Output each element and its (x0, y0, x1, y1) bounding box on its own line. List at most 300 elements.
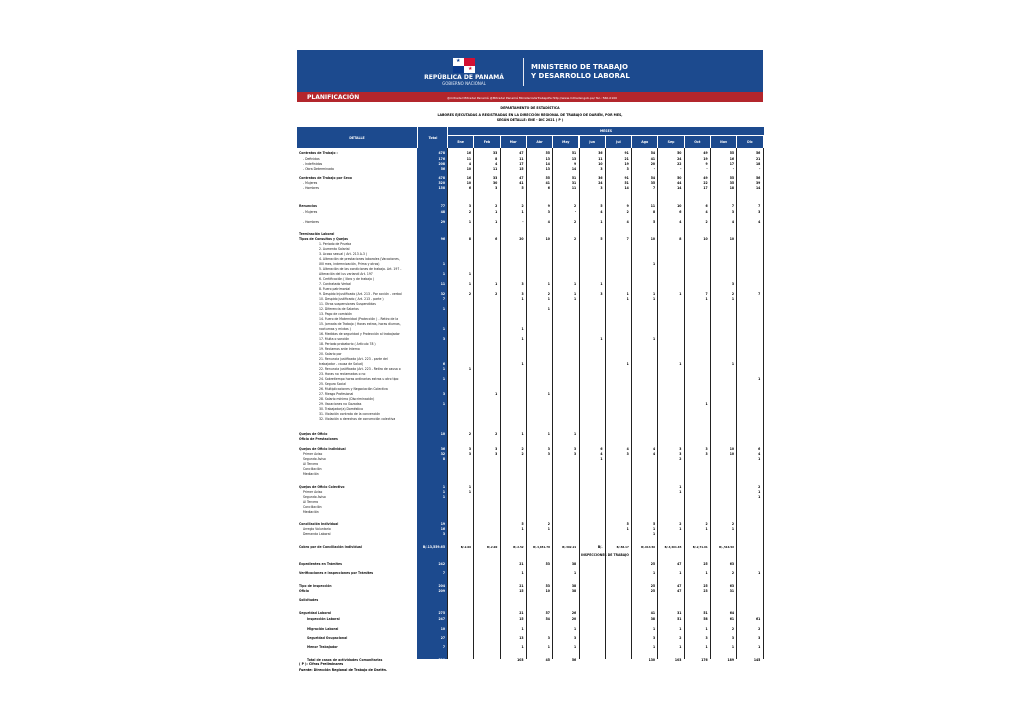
row-month-value: 2 (679, 457, 682, 461)
row-month-value: 55 (545, 176, 550, 180)
row-month-value: 14 (677, 186, 682, 190)
row-month-value: 26 (571, 611, 577, 615)
row-total: 242 (438, 562, 445, 566)
table-row (297, 472, 763, 477)
header-month: Ene (447, 135, 473, 148)
row-month-value: 2 (468, 432, 471, 436)
row-label: - Obra Determinada (303, 167, 334, 171)
report-title-line1: LABORES EJECUTADAS A REGISTRADAS EN LA DIRECCIÓN REGIONAL DE TRABAJO DE DARIÉN, POR MES, (437, 113, 623, 117)
row-month-value: 38 (571, 562, 577, 566)
table-row (297, 553, 763, 558)
table-row (297, 210, 763, 215)
row-month-value: 61 (755, 617, 761, 621)
header-month: Jul (605, 135, 631, 148)
row-label: 12. Diferencia de Salarios (319, 307, 359, 311)
row-label: Menor Trabajador (307, 645, 338, 649)
row-month-value: 10 (729, 237, 734, 241)
row-month-value: 2 (679, 636, 682, 640)
table-row (297, 645, 763, 650)
row-month-value: 13 (519, 636, 524, 640)
row-month-value: 1 (705, 402, 708, 406)
row-month-value: 1 (468, 367, 471, 371)
row-month-value: 1 (547, 282, 550, 286)
row-month-value: 4 (626, 220, 629, 224)
row-label: 11. Otras suspensiones Suspendidas (319, 302, 376, 306)
row-month-value: B/.2,71.61 (692, 546, 708, 549)
row-label: - Mujeres (303, 181, 318, 185)
row-month-value: 1 (495, 282, 498, 286)
row-month-value: 8 (468, 237, 471, 241)
row-label: 17. Multa o sanción (319, 337, 350, 341)
row-label: Tipo de Inspección (299, 584, 332, 588)
row-month-value: 3 (600, 186, 603, 190)
row-month-value: 36 (598, 176, 603, 180)
row-month-value: 3 (626, 452, 629, 456)
row-label: 20. Salario por (319, 352, 342, 356)
row-month-value: 51 (677, 617, 682, 621)
row-month-value: - (522, 220, 524, 224)
row-month-value: 25 (703, 562, 708, 566)
row-month-value: 8 (495, 157, 498, 161)
row-month-value: 18 (729, 186, 734, 190)
row-month-value: 15 (519, 617, 524, 621)
row-month-value: B/.2.00 (486, 546, 498, 549)
row-label: Segundo Aviso (303, 457, 326, 461)
row-month-value: 1 (758, 571, 761, 575)
row-month-value: 1 (705, 627, 708, 631)
row-month-value: 63 (729, 584, 734, 588)
table-row (297, 617, 763, 622)
row-month-value: 2 (495, 292, 498, 296)
row-total: 3 (442, 392, 445, 396)
row-label: 9. Despido Injustificado (Art. 213 - Por acción - verbal (319, 292, 402, 296)
row-month-value: 1 (758, 490, 761, 494)
row-month-value: 7 (652, 186, 656, 190)
row-month-value: 1 (679, 292, 682, 296)
row-month-value: 1 (574, 292, 577, 296)
row-month-value: - (732, 167, 734, 171)
row-label: Primer Aviso (303, 490, 323, 494)
row-month-value: 41 (650, 157, 656, 161)
row-month-value: 4 (600, 210, 603, 214)
row-label: 5. Alteración de las condiciones de trabajo. Art. 197 - (319, 267, 402, 271)
row-month-value: 3 (495, 447, 498, 451)
row-month-value: 4 (652, 447, 656, 451)
row-month-value: 55 (545, 151, 550, 155)
row-month-value: 10 (729, 447, 734, 451)
row-month-value: 3 (705, 452, 708, 456)
row-month-value: 1 (731, 297, 734, 301)
header-month: Mar (500, 135, 526, 148)
row-month-value: 1 (547, 307, 550, 311)
row-month-value: 33 (492, 176, 498, 180)
row-month-value: 1 (600, 337, 603, 341)
row-total: 48 (440, 210, 445, 214)
row-month-value: 6 (495, 237, 498, 241)
row-month-value: 3 (731, 210, 734, 214)
row-month-value: 9 (705, 162, 708, 166)
row-total: 32 (440, 452, 445, 456)
row-month-value: 7 (758, 292, 761, 296)
row-month-value: 14 (624, 186, 629, 190)
row-month-value: 14 (571, 167, 577, 171)
row-month-value: 1 (547, 392, 550, 396)
row-month-value: 3 (731, 282, 734, 286)
row-month-value: 21 (519, 562, 524, 566)
row-month-value: 3 (758, 636, 761, 640)
row-month-value: 3 (679, 447, 682, 451)
row-month-value: - (759, 167, 761, 171)
row-month-value: 3 (705, 447, 708, 451)
row-month-value: 17 (519, 162, 524, 166)
row-month-value: 1 (547, 527, 550, 531)
row-month-value: 33 (492, 151, 498, 155)
row-month-value: 21 (519, 611, 524, 615)
row-month-value: 63 (729, 562, 734, 566)
row-month-value: 55 (729, 151, 734, 155)
row-label: 31. Violación contrato de la convención (319, 412, 381, 416)
row-month-value: 5 (626, 522, 629, 526)
row-total: 10 (440, 627, 445, 631)
row-month-value: 36 (598, 151, 603, 155)
row-month-value: - (680, 167, 682, 171)
row-month-value: 1 (468, 272, 471, 276)
header-month: Dic (736, 135, 762, 148)
row-month-value: 3 (547, 447, 550, 451)
row-month-value: 8 (679, 237, 682, 241)
row-month-value: B/.2.00 (460, 546, 471, 549)
row-label: Expedientes en Trámites (299, 562, 342, 566)
row-total: 1 (442, 485, 445, 489)
row-month-value: 6 (705, 204, 708, 208)
row-month-value: 15 (519, 167, 524, 171)
table-row (297, 562, 763, 567)
row-month-value: 1 (626, 527, 629, 531)
row-total: 204 (438, 584, 445, 588)
row-month-value: 1 (521, 327, 524, 331)
ministry-name-line1: MINISTERIO DE TRABAJO (531, 63, 628, 71)
row-month-value: 5 (652, 220, 656, 224)
row-month-value: 23 (703, 589, 708, 593)
table-row (297, 220, 763, 225)
row-label: Contratos de Trabajo por Sexo (299, 176, 352, 180)
row-month-value: 49 (703, 151, 708, 155)
row-label: - Definidos (303, 157, 320, 161)
row-month-value: 2 (495, 204, 498, 208)
row-month-value: 1 (495, 392, 498, 396)
row-month-value: 1 (600, 220, 603, 224)
row-month-value: 1 (521, 210, 524, 214)
row-month-value: 44 (677, 181, 682, 185)
row-month-value: 2 (574, 204, 577, 208)
row-month-value: 1 (652, 337, 656, 341)
row-total: 1 (442, 272, 445, 276)
row-month-value: 50 (677, 176, 682, 180)
row-month-value: 45 (545, 658, 550, 662)
row-month-value: 9 (547, 204, 550, 208)
row-month-value: 5 (521, 186, 524, 190)
row-label: - Hombres (303, 220, 320, 224)
row-month-value: 3 (626, 167, 629, 171)
row-label: Seguridad Laboral (299, 611, 331, 615)
row-month-value: 2 (574, 220, 577, 224)
row-month-value: 1 (574, 432, 577, 436)
row-total: 158 (438, 186, 445, 190)
row-month-value: 3 (521, 282, 524, 286)
row-month-value: 6 (679, 210, 682, 214)
row-month-value: 2 (521, 452, 524, 456)
row-label: Migración Laboral (307, 627, 339, 631)
row-month-value: 58 (703, 617, 708, 621)
row-month-value: 2 (731, 522, 734, 526)
row-month-value: 6 (600, 447, 603, 451)
row-label: Terminación Laboral (299, 232, 335, 236)
header-month: Abr (526, 135, 552, 148)
row-month-value: 35 (650, 181, 656, 185)
row-month-value: 1 (468, 490, 471, 494)
row-total: 36 (440, 447, 445, 451)
social-links: @mitradel Mitradel Panamá @Mitradel Panamá MinisteriodeTrabajoPa http://www.mitradel.gob.pa/ Tel.: 560-0100 (447, 95, 618, 100)
row-label: 28. Salario mínimo (Discriminación) (319, 397, 375, 401)
row-month-value: 38 (571, 584, 577, 588)
row-label: Conciliación Individual (299, 522, 339, 526)
row-month-value: B/.302.21 (562, 546, 577, 549)
row-month-value: 10 (650, 237, 656, 241)
row-month-value: 3 (547, 636, 550, 640)
row-month-value: B/.3,461.65 (664, 546, 682, 549)
row-label: Arreglo Voluntario (303, 527, 331, 531)
row-month-value: 31 (571, 181, 577, 185)
row-month-value: 1 (521, 362, 524, 366)
row-total: 19 (440, 522, 445, 526)
row-total: 32 (440, 292, 445, 296)
table-row (297, 151, 763, 156)
row-month-value: 6 (547, 186, 550, 190)
row-month-value: 14 (755, 186, 761, 190)
row-label: Demanda Laboral (303, 532, 331, 536)
row-month-value: 1 (652, 262, 656, 266)
row-month-value: 4 (495, 162, 498, 166)
row-month-value: 47 (519, 176, 524, 180)
row-month-value: 47 (519, 151, 524, 155)
row-month-value: 2 (705, 522, 708, 526)
row-month-value: 4 (652, 452, 656, 456)
row-month-value: 1 (652, 645, 656, 649)
footnote-source: Fuente: Dirección Regional de Trabajo de Darién. (299, 668, 388, 672)
row-month-value: 16 (466, 151, 471, 155)
row-label: 13. Pago de comisión (319, 312, 353, 316)
row-month-value: 1 (626, 362, 629, 366)
row-label: Conciliación (303, 505, 322, 509)
row-month-value: 56 (755, 176, 761, 180)
row-total: 176 (438, 157, 445, 161)
row-month-value: 11 (519, 157, 524, 161)
row-month-value: B/.4,651.78 (533, 546, 550, 549)
row-month-value: 3 (468, 452, 471, 456)
row-label: Mediación (303, 510, 319, 514)
report-title-line2: SEGÚN DETALLE: ENE - DIC 2021 ( P ) (496, 118, 564, 122)
row-month-value: 11 (571, 186, 577, 190)
row-month-value: 1 (731, 527, 734, 531)
row-month-value: 15 (519, 589, 524, 593)
row-label: Conciliación (303, 467, 322, 471)
row-total: 1 (442, 495, 445, 499)
row-month-value: 3 (468, 447, 471, 451)
row-month-value: 21 (519, 584, 524, 588)
row-month-value: 39 (755, 181, 761, 185)
row-label: 23. Horas no reclamadas o no (319, 372, 366, 376)
row-month-value: 2 (731, 292, 734, 296)
row-month-value: 11 (650, 204, 656, 208)
row-total: 77 (440, 204, 445, 208)
table-row (297, 532, 763, 537)
row-month-value: 4 (679, 220, 682, 224)
row-month-value: 4 (705, 210, 708, 214)
row-month-value: 47 (677, 589, 682, 593)
row-label: Quejas de Oficio Colectivo (299, 485, 345, 489)
row-month-value: 14 (545, 162, 550, 166)
row-month-value: 4 (600, 452, 603, 456)
row-total: 7 (442, 571, 445, 575)
row-month-value: 1 (521, 432, 524, 436)
row-month-value: 18 (755, 162, 761, 166)
row-label: Al Tercero (303, 500, 319, 504)
row-month-value: 1 (758, 377, 761, 381)
row-label: 24. Sobretiempo horas ordinarias extras u otro tipo (319, 377, 399, 381)
row-total: 27 (440, 636, 445, 640)
row-total: 7 (442, 645, 445, 649)
row-label: 32. Violación a derechos de convención colectiva (319, 417, 396, 421)
row-month-value: 2 (705, 220, 708, 224)
row-label: Verificaciones e Inspecciones por Trámites (299, 571, 374, 575)
row-total: 478 (438, 151, 445, 155)
row-month-value: 3 (705, 636, 708, 640)
row-month-value: 1 (468, 485, 471, 489)
row-label: 25. Seguro Social (319, 382, 346, 386)
row-month-value: 4 (758, 452, 761, 456)
row-month-value: 41 (519, 181, 524, 185)
row-label: Mediación (303, 472, 319, 476)
table-row (297, 571, 763, 576)
row-month-value: 1 (705, 645, 708, 649)
row-month-value: 2 (521, 204, 524, 208)
row-month-value: 31 (729, 589, 734, 593)
row-month-value: B/.614.50 (641, 546, 656, 549)
row-month-value: 1 (468, 282, 471, 286)
row-month-value: B/.2.52 (513, 546, 524, 549)
row-total: 8 (442, 457, 445, 461)
row-month-value: 51 (624, 181, 629, 185)
row-month-value: 3 (731, 636, 734, 640)
row-total: 3 (442, 337, 445, 341)
row-label: 30. Trabajador(a) Doméstico (319, 407, 364, 411)
row-month-value: B/.58.17 (616, 546, 629, 549)
row-label: 3. Acoso sexual ( Art. 213 A-3 ) (319, 252, 368, 256)
row-month-value: 20 (650, 162, 656, 166)
row-label: 27. Riesgo Profesional (319, 392, 354, 396)
row-month-value: 2 (547, 522, 550, 526)
row-month-value: 61 (729, 617, 734, 621)
table-row (297, 545, 763, 550)
row-month-value: 5 (652, 522, 656, 526)
row-month-value: 189 (727, 658, 734, 662)
row-label: Oficio (299, 589, 309, 593)
row-total: 247 (438, 617, 445, 621)
row-total: 1 (442, 262, 445, 266)
row-label: nocturnas y mixtas ) (319, 327, 351, 331)
row-month-value: 2 (626, 210, 629, 214)
header-detalle: DETALLE (297, 127, 417, 148)
row-month-value: 56 (571, 658, 577, 662)
row-label: 18. Periodo probatorio ( Artículo 78 ) (319, 342, 376, 346)
row-month-value: 22 (703, 181, 708, 185)
header-month: May (552, 135, 578, 148)
row-label: 16. Medidas de seguridad y Protección al trabajador (319, 332, 400, 336)
row-label: Tipos de Consultas y Quejas (299, 237, 349, 241)
row-total: 1 (442, 367, 445, 371)
row-month-value: 10 (466, 167, 471, 171)
row-month-value: 1 (521, 337, 524, 341)
row-month-value: 53 (545, 584, 550, 588)
row-month-value: 47 (677, 562, 682, 566)
row-total: 1 (442, 402, 445, 406)
row-month-value: 1 (758, 645, 761, 649)
row-month-value: 1 (652, 571, 656, 575)
row-month-value: 2 (679, 522, 682, 526)
row-month-value: 57 (545, 611, 550, 615)
row-month-value: 9 (626, 204, 629, 208)
row-total: 1 (442, 490, 445, 494)
row-label: Segundo Aviso (303, 495, 326, 499)
row-month-value: 1 (600, 457, 603, 461)
row-month-value: 5 (521, 522, 524, 526)
header-total: Total (417, 127, 448, 148)
row-month-value: 5 (600, 204, 603, 208)
row-label: Cobro por de Conciliación Individual (299, 545, 362, 549)
row-month-value: 51 (571, 176, 577, 180)
row-label: trabajador - causa de Salud) (319, 362, 363, 366)
row-month-value: 25 (650, 584, 656, 588)
row-month-value: 1 (495, 220, 498, 224)
row-month-value: 31 (677, 611, 682, 615)
row-month-value: 20 (519, 237, 524, 241)
row-month-value: 2 (495, 432, 498, 436)
row-month-value: 64 (729, 611, 734, 615)
row-month-value: 50 (677, 151, 682, 155)
row-month-value: 1 (679, 571, 682, 575)
row-month-value: 3 (521, 292, 524, 296)
row-month-value: 16 (729, 157, 734, 161)
row-month-value: 51 (571, 151, 577, 155)
row-month-value: 54 (650, 151, 656, 155)
row-month-value: 145 (753, 658, 761, 662)
header-month: Jun (579, 135, 605, 148)
row-month-value: 2 (521, 447, 524, 451)
row-month-value: 1 (652, 527, 656, 531)
row-month-value: 38 (571, 589, 577, 593)
header-month: Oct (684, 135, 710, 148)
department-title: DEPARTAMENTO DE ESTADÍSTICA (500, 106, 560, 110)
table-row (297, 437, 763, 442)
row-month-value: 6 (468, 186, 471, 190)
header-month: Nov (710, 135, 736, 148)
row-label: XIII mes, indemnización, Prima y otros) (319, 262, 380, 266)
row-month-value: 1 (731, 645, 734, 649)
row-label: 2. Aumento Salarial (319, 247, 350, 251)
row-label: 14. Fuero de Maternidad (Protección ) - Retiro de la (319, 317, 399, 321)
table-row (297, 167, 763, 172)
row-month-value: 1 (705, 527, 708, 531)
